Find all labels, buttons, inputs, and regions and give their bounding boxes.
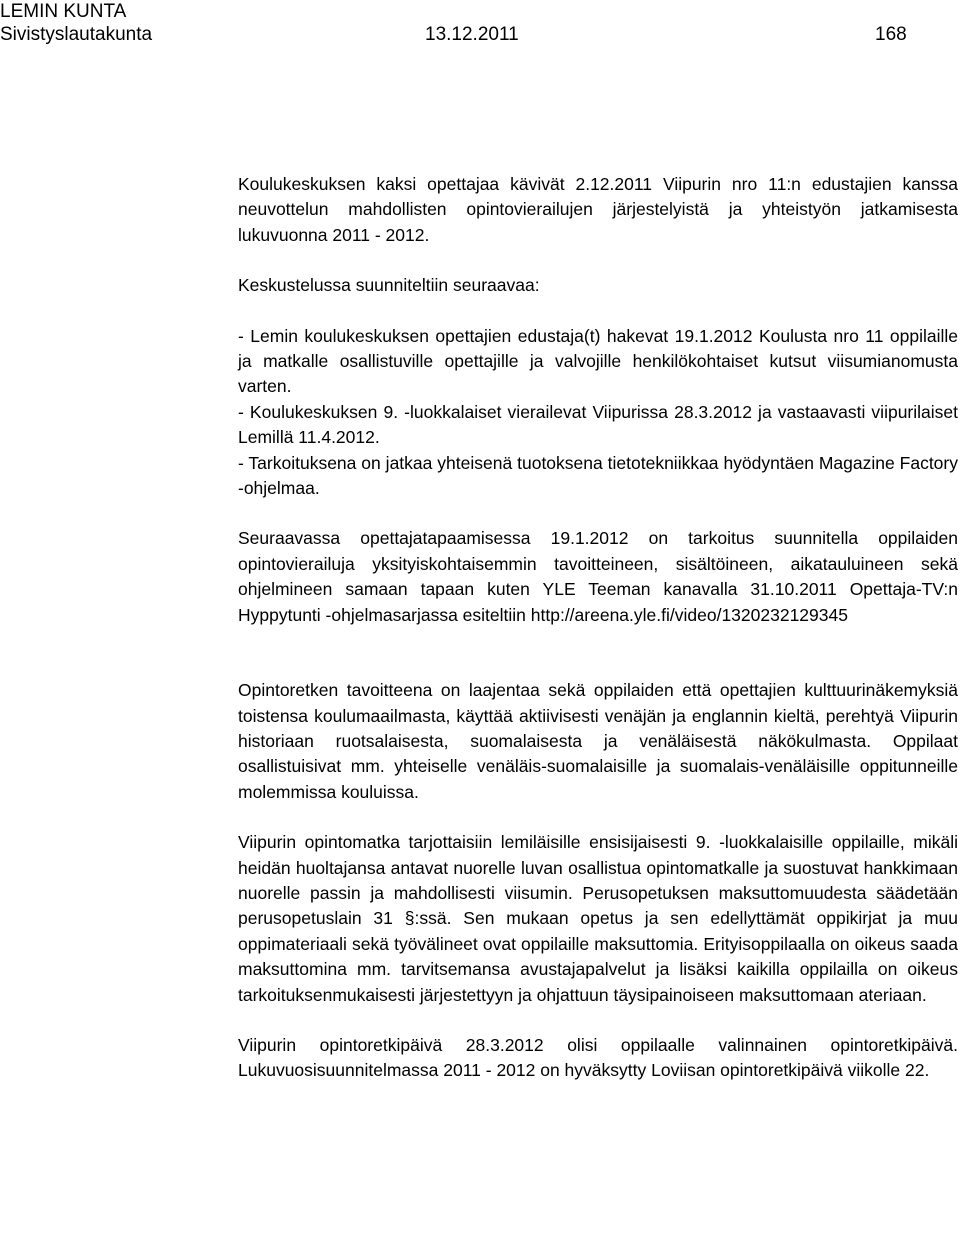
paragraph-discussion-intro: Keskustelussa suunniteltiin seuraavaa: (238, 275, 540, 296)
document-body (238, 172, 958, 1084)
board-name: Sivistyslautakunta (0, 24, 153, 45)
page-header (0, 0, 960, 60)
paragraph-invitations: - Lemin koulukeskuksen opettajien edustaja(t) hakevat 19.1.2012 Koulusta nro 11 oppilaille ja matkalle osallistuville opettajille ja valvojille henkilökohtaiset kutsut viisumianomusta varten. (238, 325, 958, 397)
paragraph-trip-eligibility: Viipurin opintomatka tarjottaisiin lemiläisille ensisijaisesti 9. -luokkalaisille oppilaille, mikäli heidän huoltajansa antavat nuorelle luvan osallistua opintomatkalle ja suostuvat hankkimaan nuorelle passin ja mahdollisesti viisumin. Perusopetuksen maksuttomuudesta säädetään perusopetuslain 31 §:ssä. Sen mukaan opetus ja sen edellyttämät oppikirjat ja muu oppimateriaali sekä työvälineet ovat oppilaille maksuttomia. Erityisoppilaalla on oikeus saada maksuttomina mm. tarvitsemansa avustajapalvelut ja lisäksi kaikilla oppilailla on oikeus tarkoituksenmukaisesti järjestettyyn ja ohjattuun täysipainoiseen maksuttomaan ateriaan. (238, 832, 958, 1005)
paragraph-next-meeting: Seuraavassa opettajatapaamisessa 19.1.2012 on tarkoitus suunnitella oppilaiden opintovierailuja yksityiskohtaisemmin tavoitteineen, sisältöineen, aikatauluineen sekä ohjelmineen samaan tapaan kuten YLE Teeman kanavalla 31.10.2011 Opettaja-TV:n Hyppytunti -ohjelmasarjassa esiteltiin http://areena.yle.fi/video/1320232129345 (238, 528, 958, 625)
paragraph-trip-day: Viipurin opintoretkipäivä 28.3.2012 olisi oppilaalle valinnainen opintoretkipäivä. Lukuvuosisuunnitelmassa 2011 - 2012 on hyväksytty Loviisan opintoretkipäivä viikolle 22. (238, 1034, 958, 1081)
municipality-name: LEMIN KUNTA (0, 1, 127, 22)
paragraph-visit-summary: Koulukeskuksen kaksi opettajaa kävivät 2.12.2011 Viipurin nro 11:n edustajien kanssa neuvottelun mahdollisten opintovierailujen järjestelyistä ja yhteistyön jatkamisesta lukuvuonna 2011 - 2012. (238, 174, 958, 245)
paragraph-trip-goals: Opintoretken tavoitteena on laajentaa sekä oppilaiden että opettajien kulttuurinäkemyksiä toistensa koulumaailmasta, käyttää aktiivisesti venäjän ja englannin kieltä, perehtyä Viipurin historiaan ruotsalaisesta, suomalaisesta ja venäläisestä näkökulmasta. Oppilaat osallistuisivat mm. yhteiselle venäläis-suomalaisille ja suomalais-venäläisille oppitunneille molemmissa kouluissa. (238, 680, 958, 802)
meeting-date: 13.12.2011 (425, 24, 519, 45)
page-number: 168 (875, 24, 907, 45)
paragraph-magazine-factory: - Tarkoituksena on jatkaa yhteisenä tuotoksena tietotekniikkaa hyödyntäen Magazine Factory -ohjelmaa. (238, 452, 958, 499)
paragraph-visits: - Koulukeskuksen 9. -luokkalaiset vierailevat Viipurissa 28.3.2012 ja vastaavasti viipurilaiset Lemillä 11.4.2012. (238, 401, 958, 448)
